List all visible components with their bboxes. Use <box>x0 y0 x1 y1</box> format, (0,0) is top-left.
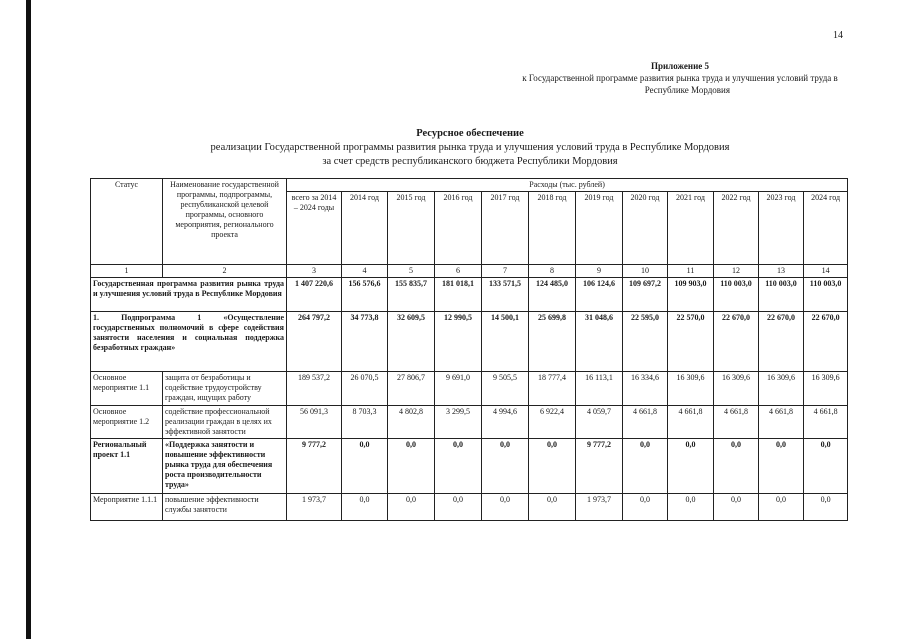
value-cell: 9 777,2 <box>576 439 623 494</box>
row-name: 1. Подпрограмма 1 «Осуществление государственных полномочий в сфере содействия занятости населения и социальная поддержка безработных граждан» <box>91 312 287 372</box>
value-cell: 0,0 <box>435 439 482 494</box>
value-cell: 0,0 <box>714 439 759 494</box>
header-year: 2020 год <box>623 192 668 265</box>
header-status: Статус <box>91 179 163 265</box>
row-name: защита от безработицы и содействие трудоустройству граждан, ищущих работу <box>163 372 287 406</box>
value-cell: 1 407 220,6 <box>287 278 342 312</box>
appendix-line: Республике Мордовия <box>644 85 730 95</box>
value-cell: 0,0 <box>342 494 388 521</box>
appendix-line: к Государственной программе развития рынка труда и улучшения условий труда в <box>522 73 838 83</box>
header-name: Наименование государственной программы, подпрограммы, республиканской целевой программы, основного мероприятия, регионального проекта <box>163 179 287 265</box>
document-heading <box>170 127 770 169</box>
value-cell: 0,0 <box>804 439 848 494</box>
row-name: содействие профессиональной реализации граждан в целях их эффективной занятости <box>163 406 287 439</box>
row-status: Основное мероприятие 1.2 <box>91 406 163 439</box>
value-cell: 25 699,8 <box>529 312 576 372</box>
value-cell: 6 922,4 <box>529 406 576 439</box>
value-cell: 1 973,7 <box>576 494 623 521</box>
value-cell: 18 777,4 <box>529 372 576 406</box>
heading-title: Ресурсное обеспечение <box>416 128 524 139</box>
heading-line: реализации Государственной программы развития рынка труда и улучшения условий труда в Республике Мордовия <box>210 142 730 153</box>
value-cell: 14 500,1 <box>482 312 529 372</box>
value-cell: 9 691,0 <box>435 372 482 406</box>
appendix-title: Приложение 5 <box>650 61 710 71</box>
value-cell: 133 571,5 <box>482 278 529 312</box>
column-number: 6 <box>435 265 482 278</box>
value-cell: 4 994,6 <box>482 406 529 439</box>
row-name: «Поддержка занятости и повышение эффективности рынка труда для обеспечения роста производительности труда» <box>163 439 287 494</box>
value-cell: 106 124,6 <box>576 278 623 312</box>
value-cell: 0,0 <box>388 439 435 494</box>
value-cell: 22 670,0 <box>759 312 804 372</box>
value-cell: 181 018,1 <box>435 278 482 312</box>
heading-line: за счет средств республиканского бюджета Республики Мордовия <box>322 156 618 167</box>
value-cell: 0,0 <box>482 439 529 494</box>
header-year: 2014 год <box>342 192 388 265</box>
value-cell: 16 334,6 <box>623 372 668 406</box>
value-cell: 3 299,5 <box>435 406 482 439</box>
value-cell: 16 309,6 <box>714 372 759 406</box>
page-number: 14 <box>833 30 843 41</box>
table-row <box>91 278 848 312</box>
row-name: Государственная программа развития рынка труда и улучшения условий труда в Республике Мордовия <box>91 278 287 312</box>
table-row <box>91 406 848 439</box>
value-cell: 26 070,5 <box>342 372 388 406</box>
value-cell: 109 697,2 <box>623 278 668 312</box>
value-cell: 110 003,0 <box>804 278 848 312</box>
value-cell: 16 113,1 <box>576 372 623 406</box>
value-cell: 16 309,6 <box>668 372 714 406</box>
value-cell: 34 773,8 <box>342 312 388 372</box>
header-year: 2017 год <box>482 192 529 265</box>
value-cell: 9 777,2 <box>287 439 342 494</box>
value-cell: 110 003,0 <box>759 278 804 312</box>
value-cell: 0,0 <box>759 439 804 494</box>
column-number: 5 <box>388 265 435 278</box>
value-cell: 22 570,0 <box>668 312 714 372</box>
value-cell: 56 091,3 <box>287 406 342 439</box>
table-row <box>91 494 848 521</box>
column-number-row <box>91 265 848 278</box>
value-cell: 0,0 <box>388 494 435 521</box>
table-row <box>91 372 848 406</box>
header-year: 2023 год <box>759 192 804 265</box>
value-cell: 189 537,2 <box>287 372 342 406</box>
value-cell: 110 003,0 <box>714 278 759 312</box>
row-status: Региональный проект 1.1 <box>91 439 163 494</box>
value-cell: 8 703,3 <box>342 406 388 439</box>
header-year: 2019 год <box>576 192 623 265</box>
header-year: всего за 2014 – 2024 годы <box>287 192 342 265</box>
appendix-block <box>480 60 880 96</box>
value-cell: 0,0 <box>759 494 804 521</box>
table-body <box>91 278 848 521</box>
value-cell: 1 973,7 <box>287 494 342 521</box>
value-cell: 0,0 <box>623 439 668 494</box>
column-number: 14 <box>804 265 848 278</box>
row-status: Мероприятие 1.1.1 <box>91 494 163 521</box>
value-cell: 0,0 <box>342 439 388 494</box>
value-cell: 0,0 <box>435 494 482 521</box>
value-cell: 4 661,8 <box>759 406 804 439</box>
table-row <box>91 439 848 494</box>
value-cell: 0,0 <box>804 494 848 521</box>
row-name: повышение эффективности службы занятости <box>163 494 287 521</box>
value-cell: 109 903,0 <box>668 278 714 312</box>
column-number: 11 <box>668 265 714 278</box>
column-number: 4 <box>342 265 388 278</box>
scan-edge-bar <box>26 0 31 639</box>
header-year: 2021 год <box>668 192 714 265</box>
value-cell: 0,0 <box>623 494 668 521</box>
value-cell: 0,0 <box>529 494 576 521</box>
value-cell: 0,0 <box>668 494 714 521</box>
resources-table <box>90 178 848 521</box>
column-number: 2 <box>163 265 287 278</box>
column-number: 13 <box>759 265 804 278</box>
value-cell: 156 576,6 <box>342 278 388 312</box>
column-number: 12 <box>714 265 759 278</box>
value-cell: 27 806,7 <box>388 372 435 406</box>
column-number: 7 <box>482 265 529 278</box>
header-year: 2016 год <box>435 192 482 265</box>
value-cell: 155 835,7 <box>388 278 435 312</box>
column-number: 10 <box>623 265 668 278</box>
column-number: 3 <box>287 265 342 278</box>
value-cell: 0,0 <box>529 439 576 494</box>
table-row <box>91 312 848 372</box>
column-number: 1 <box>91 265 163 278</box>
value-cell: 0,0 <box>668 439 714 494</box>
value-cell: 4 802,8 <box>388 406 435 439</box>
header-year: 2018 год <box>529 192 576 265</box>
value-cell: 31 048,6 <box>576 312 623 372</box>
value-cell: 124 485,0 <box>529 278 576 312</box>
column-number: 9 <box>576 265 623 278</box>
value-cell: 264 797,2 <box>287 312 342 372</box>
value-cell: 0,0 <box>482 494 529 521</box>
row-status: Основное мероприятие 1.1 <box>91 372 163 406</box>
value-cell: 16 309,6 <box>759 372 804 406</box>
value-cell: 4 059,7 <box>576 406 623 439</box>
value-cell: 4 661,8 <box>804 406 848 439</box>
column-number: 8 <box>529 265 576 278</box>
header-expenses: Расходы (тыс. рублей) <box>287 179 848 192</box>
value-cell: 22 670,0 <box>714 312 759 372</box>
value-cell: 0,0 <box>714 494 759 521</box>
header-year: 2022 год <box>714 192 759 265</box>
value-cell: 12 990,5 <box>435 312 482 372</box>
header-year: 2024 год <box>804 192 848 265</box>
value-cell: 32 609,5 <box>388 312 435 372</box>
value-cell: 9 505,5 <box>482 372 529 406</box>
header-year: 2015 год <box>388 192 435 265</box>
value-cell: 4 661,8 <box>623 406 668 439</box>
value-cell: 22 595,0 <box>623 312 668 372</box>
value-cell: 22 670,0 <box>804 312 848 372</box>
value-cell: 16 309,6 <box>804 372 848 406</box>
value-cell: 4 661,8 <box>668 406 714 439</box>
value-cell: 4 661,8 <box>714 406 759 439</box>
